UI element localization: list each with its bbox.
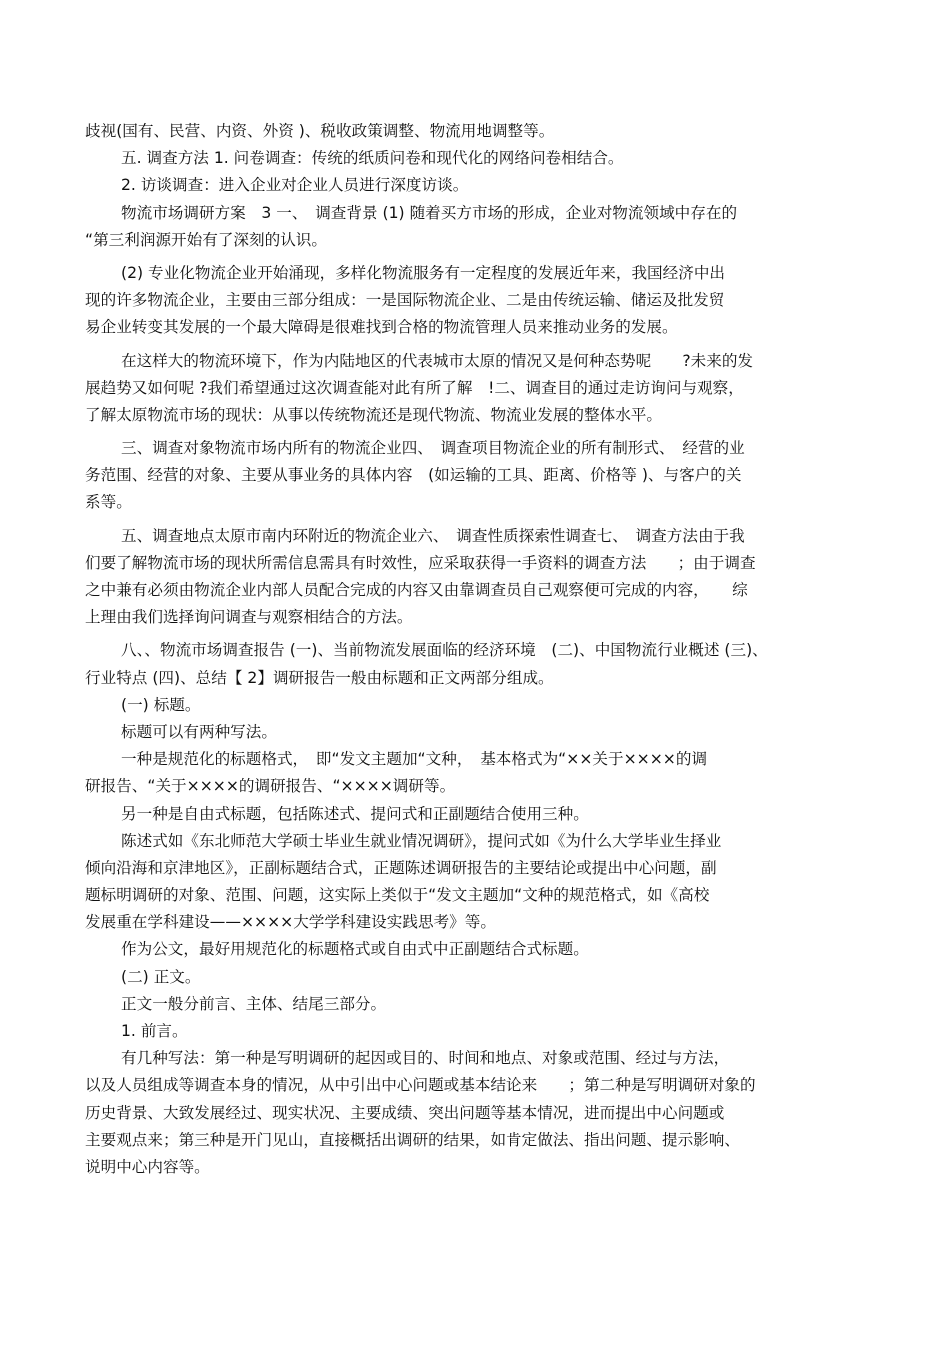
text-line: 在这样大的物流环境下，作为内陆地区的代表城市太原的情况又是何种态势呢 ?未来的发 xyxy=(121,351,754,370)
text-line: 主要观点来；第三种是开门见山，直接概括出调研的结果，如肯定做法、指出问题、提示影响、 xyxy=(85,1130,740,1149)
text-line: 八、、物流市场调查报告 (一)、当前物流发展面临的经济环境 (二)、中国物流行业概述 (三)、 xyxy=(121,641,768,660)
text-line: 陈述式如《东北师范大学硕士毕业生就业情况调研》，提问式如《为什么大学毕业生择业 xyxy=(121,831,722,850)
text-line: (二) 正文。 xyxy=(121,967,201,986)
text-line: 了解太原物流市场的现状：从事以传统物流还是现代物流、物流业发展的整体水平。 xyxy=(85,405,662,424)
text-line: 2. 访谈调查：进入企业对企业人员进行深度访谈。 xyxy=(121,176,469,195)
text-line: (一) 标题。 xyxy=(121,695,201,714)
text-line: 易企业转变其发展的一个最大障碍是很难找到合格的物流管理人员来推动业务的发展。 xyxy=(85,318,678,337)
text-line: 歧视(国有、民营、内资、外资 )、税收政策调整、物流用地调整等。 xyxy=(85,122,555,140)
text-line: “第三利润源开始有了深刻的认识。 xyxy=(85,230,327,249)
text-line: 研报告、“关于××××的调研报告、“××××调研等。 xyxy=(85,777,456,796)
text-line: 说明中心内容等。 xyxy=(85,1157,210,1176)
text-line: 发展重在学科建设——××××大学学科建设实践思考》等。 xyxy=(85,913,496,932)
text-line: 行业特点 (四)、总结【 2】调研报告一般由标题和正文两部分组成。 xyxy=(85,668,554,687)
text-line: 三、调查对象物流市场内所有的物流企业四、 调查项目物流企业的所有制形式、 经营的业 xyxy=(121,439,745,458)
text-line: 标题可以有两种写法。 xyxy=(121,722,277,741)
text-line: 历史背景、大致发展经过、现实状况、主要成绩、突出问题等基本情况，进而提出中心问题或 xyxy=(85,1103,725,1122)
text-line: 有几种写法：第一种是写明调研的起因或目的、时间和地点、对象或范围、经过与方法， xyxy=(121,1049,730,1068)
text-line: 们要了解物流市场的现状所需信息需具有时效性，应采取获得一手资料的调查方法 ；由于调查 xyxy=(85,553,756,572)
text-line: 一种是规范化的标题格式， 即“发文主题加“文种， 基本格式为“××关于××××的调 xyxy=(121,750,708,769)
text-line: 正文一般分前言、主体、结尾三部分。 xyxy=(121,994,387,1013)
text-line: 五、调查地点太原市南内环附近的物流企业六、 调查性质探索性调查七、 调查方法由于我 xyxy=(121,526,745,545)
text-line: 上理由我们选择询问调查与观察相结合的方法。 xyxy=(85,608,413,627)
text-line: 务范围、经营的对象、主要从事业务的具体内容 (如运输的工具、距离、价格等 )、与客户的关 xyxy=(85,466,742,485)
text-line: 展趋势又如何呢 ?我们希望通过这次调查能对此有所了解 !二、调查目的通过走访询问与观察， xyxy=(85,378,744,397)
text-line: 之中兼有必须由物流企业内部人员配合完成的内容又由靠调查员自己观察便可完成的内容， 综 xyxy=(85,581,748,599)
text-line: 物流市场调研方案 3 一、 调查背景 (1) 随着买方市场的形成，企业对物流领域中存在的 xyxy=(121,203,738,222)
text-line: 以及人员组成等调查本身的情况，从中引出中心问题或基本结论来 ；第二种是写明调研对象的 xyxy=(85,1076,756,1095)
text-line: 题标明调研的对象、范围、问题，这实际上类似于“发文主题加“文种的规范格式，如《高校 xyxy=(85,886,710,905)
text-line: (2) 专业化物流企业开始涌现，多样化物流服务有一定程度的发展近年来，我国经济中出 xyxy=(121,263,726,282)
text-line: 1. 前言。 xyxy=(121,1022,188,1040)
text-line: 作为公文，最好用规范化的标题格式或自由式中正副题结合式标题。 xyxy=(121,940,589,959)
text-line: 现的许多物流企业，主要由三部分组成：一是国际物流企业、二是由传统运输、储运及批发贸 xyxy=(85,291,725,310)
text-line: 倾向沿海和京津地区》，正副标题结合式，正题陈述调研报告的主要结论或提出中心问题，副 xyxy=(85,858,717,877)
document-body xyxy=(85,118,870,1181)
text-line: 系等。 xyxy=(85,493,132,512)
text-line: 五. 调查方法 1. 问卷调查：传统的纸质问卷和现代化的网络问卷相结合。 xyxy=(121,149,624,168)
text-line: 另一种是自由式标题，包括陈述式、提问式和正副题结合使用三种。 xyxy=(121,804,589,823)
